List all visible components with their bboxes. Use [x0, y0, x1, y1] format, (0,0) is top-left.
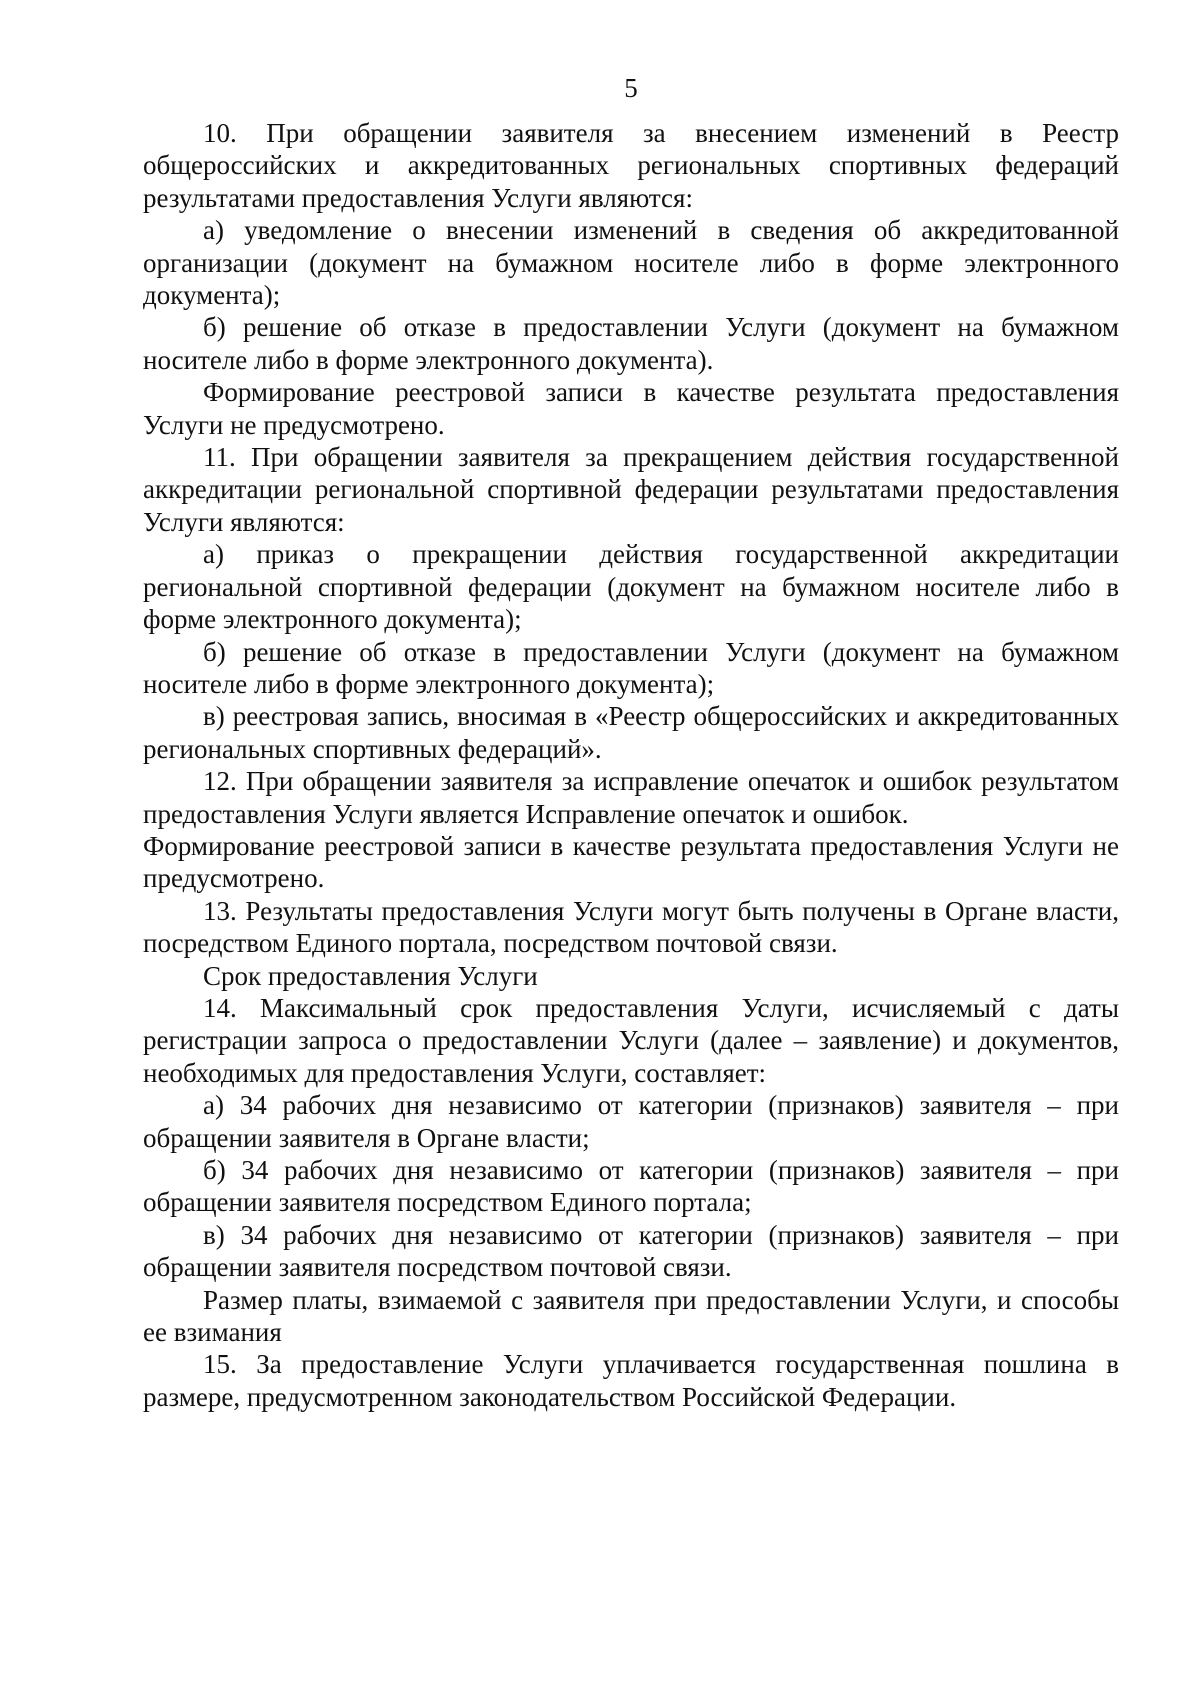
- clause-12-note: Формирование реестровой записи в качестве результата предоставления Услуги не предусмотрено.: [143, 830, 1119, 894]
- section-heading-fee: Размер платы, взимаемой с заявителя при предоставлении Услуги, и способы ее взимания: [143, 1284, 1119, 1348]
- clause-13: 13. Результаты предоставления Услуги могут быть получены в Органе власти, посредством Единого портала, посредством почтовой связи.: [143, 895, 1119, 959]
- clause-10-item-a: а) уведомление о внесении изменений в сведения об аккредитованной организации (документ на бумажном носителе либо в форме электронного документа);: [143, 215, 1119, 311]
- page-number: 5: [624, 73, 638, 103]
- clause-10-note: Формирование реестровой записи в качестве результата предоставления Услуги не предусмотрено.: [143, 377, 1119, 440]
- clause-10: 10. При обращении заявителя за внесением изменений в Реестр общероссийских и аккредитованных региональных спортивных федераций результатами предоставления Услуги являются:: [143, 118, 1119, 213]
- clause-11-item-b: б) решение об отказе в предоставлении Услуги (документ на бумажном носителе либо в форме электронного документа);: [143, 636, 1119, 699]
- clause-11-item-a: а) приказ о прекращении действия государственной аккредитации региональной спортивной федерации (документ на бумажном носителе либо в форме электронного документа);: [143, 539, 1119, 635]
- clause-14-item-b: б) 34 рабочих дня независимо от категории (признаков) заявителя – при обращении заявителя посредством Единого портала;: [143, 1155, 1119, 1218]
- clause-14: 14. Максимальный срок предоставления Услуги, исчисляемый с даты регистрации запроса о предоставлении Услуги (далее – заявление) и документов, необходимых для предоставления Услуги, составляет:: [143, 992, 1119, 1088]
- clause-10-item-b: б) решение об отказе в предоставлении Услуги (документ на бумажном носителе либо в форме электронного документа).: [143, 312, 1119, 375]
- clause-12: 12. При обращении заявителя за исправление опечаток и ошибок результатом предоставления Услуги является Исправление опечаток и ошибок.: [143, 766, 1119, 829]
- clause-11-item-c: в) реестровая запись, вносимая в «Реестр общероссийских и аккредитованных региональных спортивных федераций».: [143, 701, 1119, 764]
- section-heading-term: Срок предоставления Услуги: [203, 960, 538, 991]
- clause-11: 11. При обращении заявителя за прекращением действия государственной аккредитации региональной спортивной федерации результатами предоставления Услуги являются:: [143, 442, 1119, 537]
- clause-15: 15. За предоставление Услуги уплачивается государственная пошлина в размере, предусмотренном законодательством Российской Федерации.: [143, 1349, 1119, 1412]
- clause-14-item-a: а) 34 рабочих дня независимо от категории (признаков) заявителя – при обращении заявителя в Органе власти;: [143, 1090, 1119, 1153]
- clause-14-item-c: в) 34 рабочих дня независимо от категории (признаков) заявителя – при обращении заявителя посредством почтовой связи.: [143, 1219, 1119, 1283]
- document-body: [143, 117, 1119, 1413]
